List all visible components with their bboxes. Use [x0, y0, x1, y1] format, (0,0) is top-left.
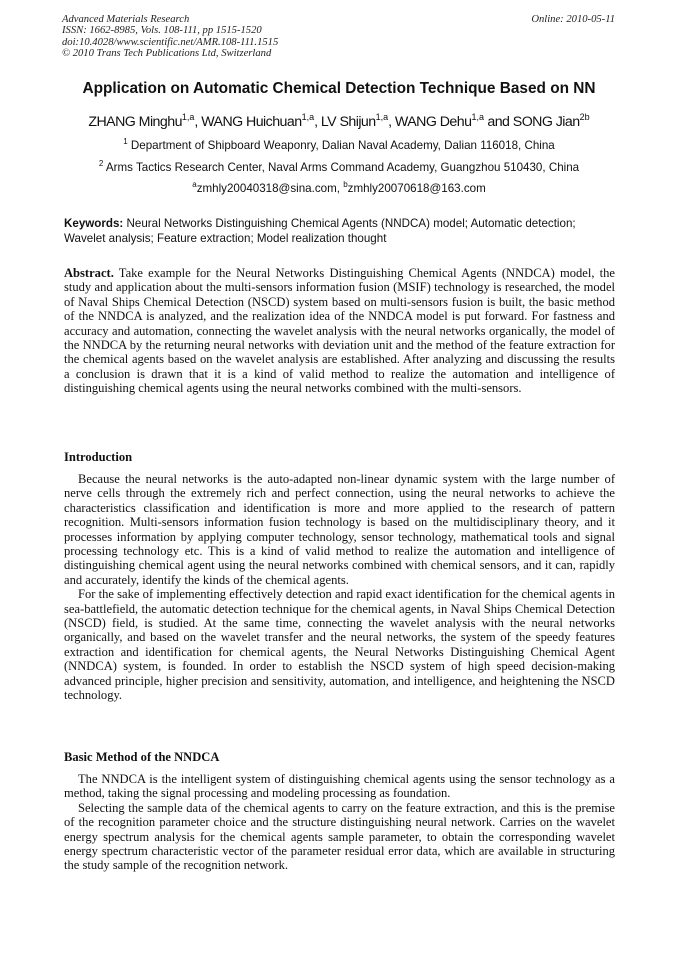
paper-title: Application on Automatic Chemical Detection Technique Based on NN [82, 80, 596, 97]
keywords-label: Keywords: [64, 217, 124, 230]
author-emails: $^a$zmhly20040318@sina.com, $^b$zmhly20070618@163.com [192, 180, 486, 195]
author-affil-mark: 1,a [375, 112, 389, 122]
author-affil-mark: 1,a [181, 112, 195, 122]
paragraph: The NNDCA is the intelligent system of distinguishing chemical agents using the sensor technology as a method, taking the signal processing and modeling processing as foundation. [64, 772, 615, 801]
paragraph: For the sake of implementing effectively detection and rapid exact identification for the chemical agents in sea-battlefield, the automatic detection technique for the chemical agents, in Naval Ships Chemical Detection (NSCD) field, is studied. At the same time, connecting the wavelet analysis with the neural networks organically, and based on the wavelet transfer and the neural networks, the system of the speedy features extraction and identification for chemical agents, the Neural Networks Distinguishing Chemical Agent (NNDCA) system, is founded. In order to establish the NSCD system of high speed decision-making advanced principle, higher precision and sensitivity, automation, and intelligence, and heightening the NSCD technology. [64, 587, 615, 703]
author-affil-mark: 1,a [471, 112, 484, 122]
section-heading-introduction: Introduction [64, 450, 133, 464]
author: ZHANG Minghu$^{1,a}$ [88, 112, 195, 130]
author: WANG Dehu$^{1,a}$ [394, 112, 484, 130]
paragraph: Because the neural networks is the auto-adapted non-linear dynamic system with the large number of nerve cells through the extremely rich and perfect connection, using the neural networks to achieve the characteristics classification and identification is more and more applied to the research of pattern recognition. Multi-sensors information fusion technology is based on the multidisciplinary theory, and it processes information by applying computer technology, sensor technology, mathematical tools and signal processing technology etc. This is a kind of valid method to realize the automation and intelligence of distinguishing chemical agent using the neural networks combined with chemical sensors, and it can, rapidly and accurately, identify the kinds of the chemical agents. [64, 472, 615, 587]
copyright-line: © 2010 Trans Tech Publications Ltd, Switzerland [62, 48, 272, 60]
online-date: Online: 2010-05-11 [531, 14, 615, 25]
abstract-label: Abstract. [64, 266, 114, 280]
doi-line[interactable]: doi:10.4028/www.scientific.net/AMR.108-111.1515 [62, 36, 279, 48]
author: WANG Huichuan$^{1,a}$ [201, 112, 315, 130]
keywords [64, 217, 616, 246]
author-list: ZHANG Minghu$^{1,a}$, WANG Huichuan$^{1,a}$, LV Shijun$^{1,a}$, WANG Dehu$^{1,a}$ and SONG Jian$^{2b}$ [88, 112, 590, 130]
author-affil-mark: 2b [579, 112, 590, 122]
keywords-text: Neural Networks Distinguishing Chemical Agents (NNDCA) model; Automatic detection; Wavelet analysis; Feature extraction; Model realization thought [64, 217, 576, 245]
issn-line: ISSN: 1662-8985, Vols. 108-111, pp 1515-1520 [62, 25, 262, 37]
abstract-text: Take example for the Neural Networks Distinguishing Chemical Agents (NNDCA) model, the study and application about the multi-sensors information fusion (MSIF) technology is researched, the model of Naval Ships Chemical Detection (NSCD) system based on multi-sensors fusion is built, the basic method of the NNDCA is analyzed, and the realization idea of the NNDCA model is put forward. For fastness and accuracy and automation, connecting the wavelet analysis with the neural networks organically, the model of the NNDCA by the returning neural networks with deviation unit and the method of the feature extraction for the chemical agents based on the wavelet analysis are established. After analyzing and discussing the results a conclusion is drawn that it is a kind of valid method to realize the automation and intelligence of distinguishing chemical agents using the neural networks combined with the multi-sensors. [64, 266, 615, 396]
abstract [64, 266, 615, 396]
affiliation-1: $^1$ Department of Shipboard Weaponry, Dalian Naval Academy, Dalian 116018, China [123, 137, 555, 152]
author: LV Shijun$^{1,a}$ [320, 112, 389, 130]
author: SONG Jian$^{2b}$ [512, 112, 590, 130]
author-affil-mark: 1,a [301, 112, 315, 122]
email-link[interactable]: zmhly20040318@sina.com [196, 182, 337, 195]
affiliation-2: $^2$ Arms Tactics Research Center, Naval Arms Command Academy, Guangzhou 510430, China [98, 159, 580, 174]
publication-info [62, 14, 278, 60]
section-body-basic-method [64, 772, 615, 873]
section-body-introduction [64, 472, 615, 703]
journal-name: Advanced Materials Research [62, 14, 190, 25]
email-link[interactable]: zmhly20070618@163.com [347, 182, 486, 195]
paragraph: Selecting the sample data of the chemical agents to carry on the feature extraction, and this is the premise of the recognition parameter choice and the structure distinguishing neural network. Carries on the wavelet energy spectrum analysis for the chemical agents sample parameter, to obtain the corresponding wavelet energy spectrum characteristic vector of the parameter residual error data, which are available in structuring the study sample of the recognition network. [64, 800, 615, 873]
section-heading-basic-method: Basic Method of the NNDCA [64, 750, 220, 764]
